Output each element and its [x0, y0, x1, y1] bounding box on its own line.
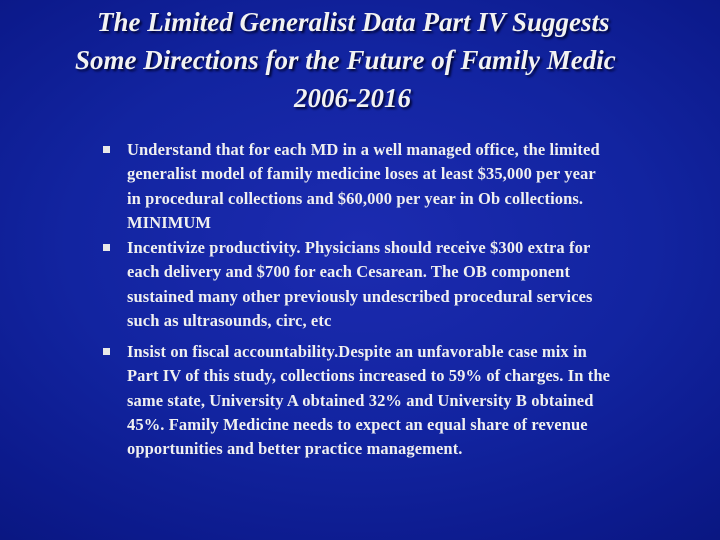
bullet-text-line: Insist on fiscal accountability.Despite an unfavorable case mix in [127, 342, 587, 361]
slide-title [0, 2, 720, 122]
bullet-text [127, 236, 707, 333]
bullet-text-line: such as ultrasounds, circ, etc [127, 310, 332, 330]
slide-title-line: The Limited Generalist Data Part IV Suggests [97, 7, 610, 37]
square-bullet-icon [103, 244, 110, 251]
bullet-text-line: Part IV of this study, collections increased to 59% of charges. In the [127, 366, 611, 386]
bullet-text-line: Understand that for each MD in a well managed office, the limited [127, 140, 600, 159]
bullet-text-line: opportunities and better practice management. [127, 439, 463, 459]
bullet-text-line: same state, University A obtained 32% and University B obtained [127, 390, 594, 410]
slide-title-line: Some Directions for the Future of Family Medic [75, 45, 616, 75]
bullet-text-line: Incentivize productivity. Physicians should receive $300 extra for [127, 238, 591, 257]
bullet-text-line: MINIMUM [127, 212, 212, 232]
slide-title-year: 2006-2016 [294, 83, 411, 113]
bullet-text-line: each delivery and $700 for each Cesarean. The OB component [127, 262, 571, 282]
square-bullet-icon [103, 348, 110, 355]
bullet-text [127, 138, 707, 235]
bullet-text-line: 45%. Family Medicine needs to expect an equal share of revenue [127, 414, 588, 434]
bullet-text-line: sustained many other previously undescribed procedural services [127, 286, 593, 306]
square-bullet-icon [103, 146, 110, 153]
bullet-text-line: generalist model of family medicine loses at least $35,000 per year [127, 164, 596, 184]
bullet-text-line: in procedural collections and $60,000 per year in Ob collections. [127, 188, 584, 208]
bullet-text [127, 340, 707, 461]
